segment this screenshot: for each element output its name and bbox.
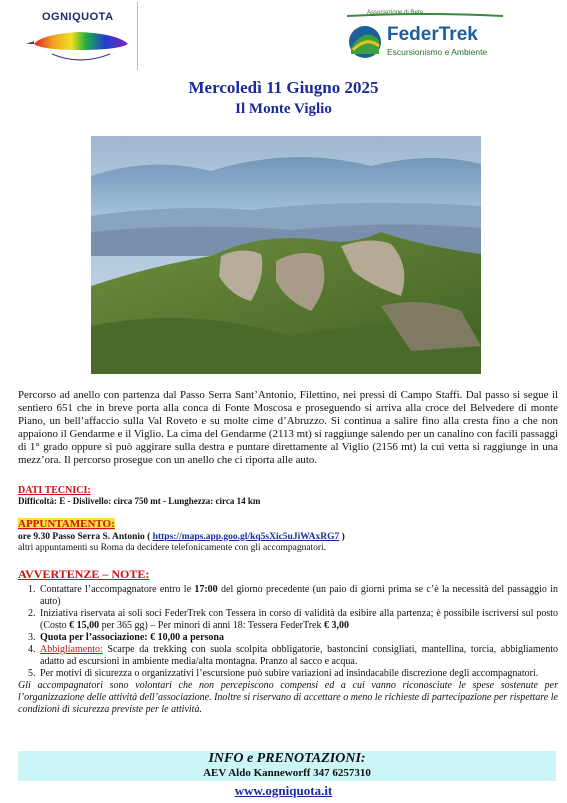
mountain-photo (91, 136, 481, 374)
warning-item-contact (38, 584, 558, 608)
rainbow-pencil-icon (22, 6, 137, 68)
event-name-title: Il Monte Viglio (235, 101, 332, 117)
warning-item-membership-minors: per 365 gg) – Per minori di anni 18: Tessera FederTrek (99, 620, 324, 631)
info-title: INFO e PRENOTAZIONI: (208, 751, 366, 766)
federtrek-name: FederTrek (387, 24, 478, 45)
warnings-section (18, 568, 558, 716)
ogniquota-logo-text: OGNIQUOTA (42, 11, 114, 23)
warning-item-clothing (38, 644, 558, 668)
warnings-list (18, 584, 558, 680)
warning-item-fee (38, 632, 558, 644)
tech-data-title: DATI TECNICI: (18, 485, 91, 496)
appointment-time-place: ore 9.30 Passo Serra S. Antonio ( (18, 531, 153, 542)
appointment-other: altri appuntamenti su Roma da decidere telefonicamente con gli accompagnatori. (18, 543, 327, 553)
warning-item-membership-cost: € 15,00 (69, 620, 100, 631)
header-divider (137, 2, 138, 70)
appointment-map-link[interactable]: https://maps.app.goo.gl/kq5sXic5uJiWAxRG7 (152, 531, 340, 542)
tech-data-section (18, 485, 260, 507)
appointment-section (18, 519, 345, 555)
warning-item-membership-text: Iniziativa riservata ai soli soci FederTrek con Tessera in corso di validità da esibire alla partenza; è possibile iscriversi sul posto (Costo (40, 608, 558, 631)
federtrek-assoc-label: Associazione di Rete (367, 10, 424, 16)
warning-item-contact-rest: del giorno precedente (un paio di giorni prima se c’è la necessità del passaggio in auto) (40, 584, 558, 607)
appointment-paren-close: ) (339, 531, 345, 542)
federtrek-tagline: Escursionismo e Ambiente (387, 47, 488, 57)
warning-item-membership-minor-cost: € 3,00 (324, 620, 349, 631)
event-date-title: Mercoledì 11 Giugno 2025 (188, 78, 379, 97)
appointment-title: APPUNTAMENTO: (18, 518, 115, 530)
warning-item-fee-text: Quota per l’associazione: € 10,00 a persona (40, 632, 224, 643)
website-link[interactable]: www.ogniquota.it (234, 783, 333, 798)
warning-item-contact-text: Contattare l’accompagnatore entro le (40, 584, 195, 595)
federtrek-logo (345, 10, 505, 62)
warnings-title: AVVERTENZE – NOTE: (18, 567, 150, 581)
warning-item-clothing-label: Abbigliamento: (40, 644, 103, 655)
warning-item-safety: 5. Per motivi di sicurezza o organizzativi l’escursione può subire variazioni ad insindacabile discrezione degli accompagnatori. (38, 668, 558, 680)
info-box (18, 751, 556, 781)
tech-data-body: Difficoltà: E - Dislivello: circa 750 mt - Lunghezza: circa 14 km (18, 496, 261, 506)
warning-item-contact-time: 17:00 (194, 584, 218, 595)
volunteer-note: Gli accompagnatori sono volontari che non percepiscono compensi ed a cui vanno riconosciute le spese sostenute per l’organizzazione delle attività dell’associazione. Inoltre si riservano di accettare o meno le richieste di partecipazione per rispettare le condizioni di sicurezza previste per le attività. (18, 680, 558, 715)
info-contact: AEV Aldo Kanneworff 347 6257310 (203, 767, 371, 779)
warning-item-clothing-text: Scarpe da trekking con suola scolpita obbligatorie, bastoncini consigliati, mantellina, torcia, abbigliamento adatto ad escursioni in ambiente media/alta montagna. Pranzo al sacco e acqua. (40, 644, 558, 667)
intro-paragraph: Percorso ad anello con partenza dal Passo Serra Sant’Antonio, Filettino, nei pressi di Campo Staffi. Dal passo si segue il sentiero 651 che in breve porta alla conca di Fonte Moscosa e proseguendo si arriva alla croce del Belvedere di monte Piano, un bell’affaccio sulla Val Roveto e su molte cime d’Abruzzo. Si continua a salire fino alla cresta fino a che non appaiono il Gendarme e il Viglio. La cima del Gendarme (2113 mt) si raggiunge salendo per un canalino con facili passaggi di 1° grado oppure si può aggirare sulla destra e puntare direttamente al Viglio (2156 mt) la cui vetta si raggiunge in una mezz’ora. Il percorso prosegue con un anello che ci riporta alle auto. (18, 389, 558, 466)
warning-item-membership (38, 608, 558, 632)
ogniquota-logo (22, 6, 137, 68)
